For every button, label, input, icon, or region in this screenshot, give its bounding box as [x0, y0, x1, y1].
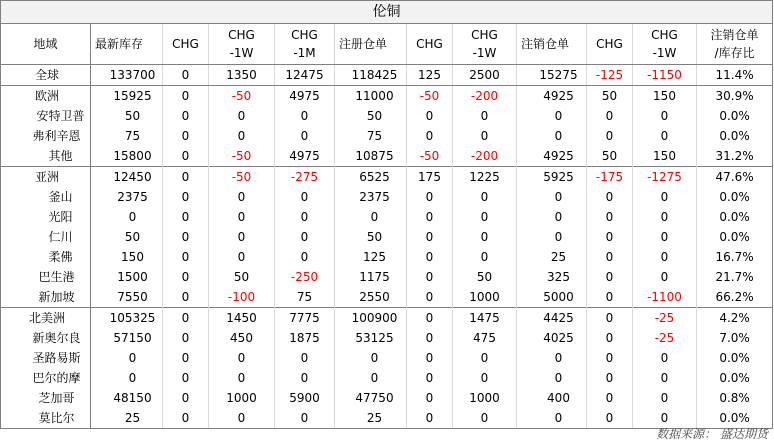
chg-1m-cell: 4975 [275, 146, 335, 167]
cancel-chg-1w-cell: -25 [633, 328, 697, 348]
chg-1m-cell: 0 [275, 207, 335, 227]
cancel-chg-cell: 0 [587, 368, 633, 388]
region-name: 北美洲 [1, 308, 91, 329]
chg-1w-cell: 0 [209, 126, 275, 146]
table-row [1, 106, 773, 126]
region-name: 新奥尔良 [1, 328, 91, 348]
table-row [1, 207, 773, 227]
reg-chg-1w-cell: 0 [453, 227, 517, 247]
cancel-chg-1w-cell: 0 [633, 368, 697, 388]
cancel-ratio-cell: 0.0% [697, 106, 773, 126]
registered-warrants-cell: 0 [335, 348, 407, 368]
registered-warrants-cell: 100900 [335, 308, 407, 329]
chg-1w-cell: 0 [209, 247, 275, 267]
chg-1m-cell: 0 [275, 348, 335, 368]
chg-1m-cell: 0 [275, 368, 335, 388]
reg-chg-cell: 0 [407, 207, 453, 227]
cancel-chg-1w-cell: 0 [633, 106, 697, 126]
header-cancel-chg-1w: CHG -1W [633, 24, 697, 65]
region-name: 柔佛 [1, 247, 91, 267]
region-name: 巴生港 [1, 267, 91, 287]
header-reg-chg-1w: CHG -1W [453, 24, 517, 65]
reg-chg-1w-cell: -200 [453, 146, 517, 167]
cancelled-warrants-cell: 0 [517, 348, 587, 368]
chg-cell: 0 [163, 227, 209, 247]
cancel-ratio-cell: 7.0% [697, 328, 773, 348]
chg-1w-cell: 0 [209, 227, 275, 247]
registered-warrants-cell: 0 [335, 368, 407, 388]
latest-stock-cell: 15925 [91, 86, 163, 107]
registered-warrants-cell: 1175 [335, 267, 407, 287]
cancel-chg-cell: -125 [587, 65, 633, 86]
reg-chg-1w-cell: 475 [453, 328, 517, 348]
cancel-ratio-cell: 0.0% [697, 187, 773, 207]
registered-warrants-cell: 10875 [335, 146, 407, 167]
reg-chg-1w-cell: 50 [453, 267, 517, 287]
cancel-chg-cell: 50 [587, 146, 633, 167]
reg-chg-1w-cell: 0 [453, 106, 517, 126]
table-row [1, 247, 773, 267]
cancel-ratio-cell: 30.9% [697, 86, 773, 107]
chg-1m-cell: 0 [275, 227, 335, 247]
cancel-ratio-cell: 0.0% [697, 126, 773, 146]
cancel-chg-1w-cell: -25 [633, 308, 697, 329]
chg-1m-cell: 0 [275, 126, 335, 146]
latest-stock-cell: 105325 [91, 308, 163, 329]
region-name: 欧洲 [1, 86, 91, 107]
reg-chg-1w-cell: -200 [453, 86, 517, 107]
cancel-ratio-cell: 0.8% [697, 388, 773, 408]
registered-warrants-cell: 2375 [335, 187, 407, 207]
latest-stock-cell: 1500 [91, 267, 163, 287]
cancel-ratio-cell: 0.0% [697, 348, 773, 368]
chg-cell: 0 [163, 146, 209, 167]
latest-stock-cell: 7550 [91, 287, 163, 308]
cancelled-warrants-cell: 0 [517, 368, 587, 388]
reg-chg-cell: 125 [407, 65, 453, 86]
table-row [1, 267, 773, 287]
cancelled-warrants-cell: 0 [517, 187, 587, 207]
reg-chg-1w-cell: 1000 [453, 388, 517, 408]
chg-1w-cell: 0 [209, 368, 275, 388]
cancelled-warrants-cell: 25 [517, 247, 587, 267]
registered-warrants-cell: 2550 [335, 287, 407, 308]
reg-chg-1w-cell: 0 [453, 348, 517, 368]
chg-1w-cell: 50 [209, 267, 275, 287]
cancel-chg-cell: -175 [587, 167, 633, 188]
header-chg: CHG [163, 24, 209, 65]
table-row [1, 126, 773, 146]
registered-warrants-cell: 25 [335, 408, 407, 429]
chg-1w-cell: 0 [209, 348, 275, 368]
chg-cell: 0 [163, 207, 209, 227]
cancel-ratio-cell: 16.7% [697, 247, 773, 267]
latest-stock-cell: 15800 [91, 146, 163, 167]
chg-1w-cell: -50 [209, 167, 275, 188]
cancelled-warrants-cell: 325 [517, 267, 587, 287]
header-cancel-ratio: 注销仓单 /库存比 [697, 24, 773, 65]
cancel-chg-cell: 0 [587, 207, 633, 227]
header-row [1, 24, 773, 65]
chg-cell: 0 [163, 247, 209, 267]
reg-chg-1w-cell: 0 [453, 408, 517, 429]
reg-chg-cell: 175 [407, 167, 453, 188]
header-registered-warrants: 注册仓单 [335, 24, 407, 65]
cancelled-warrants-cell: 4025 [517, 328, 587, 348]
cancelled-warrants-cell: 5925 [517, 167, 587, 188]
header-cancelled-warrants: 注销仓单 [517, 24, 587, 65]
table-row [1, 146, 773, 167]
latest-stock-cell: 2375 [91, 187, 163, 207]
chg-1w-cell: 0 [209, 408, 275, 429]
reg-chg-cell: 0 [407, 267, 453, 287]
reg-chg-cell: 0 [407, 287, 453, 308]
cancel-chg-cell: 0 [587, 328, 633, 348]
cancelled-warrants-cell: 0 [517, 106, 587, 126]
chg-1m-cell: -275 [275, 167, 335, 188]
cancel-chg-cell: 0 [587, 247, 633, 267]
table-title: 伦铜 [1, 1, 773, 24]
region-name: 其他 [1, 146, 91, 167]
reg-chg-1w-cell: 1475 [453, 308, 517, 329]
table-row [1, 167, 773, 188]
reg-chg-cell: 0 [407, 106, 453, 126]
cancel-chg-1w-cell: 0 [633, 207, 697, 227]
chg-cell: 0 [163, 86, 209, 107]
chg-1m-cell: 0 [275, 106, 335, 126]
latest-stock-cell: 0 [91, 207, 163, 227]
cancelled-warrants-cell: 0 [517, 207, 587, 227]
cancel-chg-cell: 0 [587, 388, 633, 408]
region-name: 安特卫普 [1, 106, 91, 126]
chg-cell: 0 [163, 65, 209, 86]
chg-1m-cell: 5900 [275, 388, 335, 408]
latest-stock-cell: 57150 [91, 328, 163, 348]
cancel-chg-1w-cell: 0 [633, 348, 697, 368]
latest-stock-cell: 75 [91, 126, 163, 146]
chg-cell: 0 [163, 106, 209, 126]
cancel-chg-1w-cell: 0 [633, 388, 697, 408]
chg-1m-cell: -250 [275, 267, 335, 287]
cancel-ratio-cell: 0.0% [697, 368, 773, 388]
region-name: 莫比尔 [1, 408, 91, 429]
cancel-chg-cell: 50 [587, 86, 633, 107]
region-name: 光阳 [1, 207, 91, 227]
table-body [1, 65, 773, 429]
chg-1w-cell: 1450 [209, 308, 275, 329]
registered-warrants-cell: 118425 [335, 65, 407, 86]
chg-1w-cell: 450 [209, 328, 275, 348]
cancelled-warrants-cell: 0 [517, 126, 587, 146]
registered-warrants-cell: 47750 [335, 388, 407, 408]
reg-chg-cell: 0 [407, 227, 453, 247]
cancel-chg-1w-cell: 150 [633, 86, 697, 107]
region-name: 亚洲 [1, 167, 91, 188]
chg-1m-cell: 0 [275, 247, 335, 267]
latest-stock-cell: 0 [91, 368, 163, 388]
region-name: 圣路易斯 [1, 348, 91, 368]
cancel-chg-cell: 0 [587, 106, 633, 126]
cancelled-warrants-cell: 4925 [517, 86, 587, 107]
cancel-chg-1w-cell: -1100 [633, 287, 697, 308]
data-source-note: 数据来源： 盛达期货 [656, 427, 768, 441]
reg-chg-1w-cell: 0 [453, 368, 517, 388]
chg-cell: 0 [163, 308, 209, 329]
cancelled-warrants-cell: 4925 [517, 146, 587, 167]
cancelled-warrants-cell: 0 [517, 408, 587, 429]
chg-1w-cell: -50 [209, 146, 275, 167]
table-row [1, 368, 773, 388]
chg-cell: 0 [163, 368, 209, 388]
reg-chg-cell: -50 [407, 86, 453, 107]
cancel-ratio-cell: 21.7% [697, 267, 773, 287]
reg-chg-1w-cell: 0 [453, 187, 517, 207]
header-chg-1m: CHG -1M [275, 24, 335, 65]
cancel-chg-cell: 0 [587, 187, 633, 207]
cancel-ratio-cell: 47.6% [697, 167, 773, 188]
chg-cell: 0 [163, 187, 209, 207]
region-name: 新加坡 [1, 287, 91, 308]
cancel-ratio-cell: 0.0% [697, 227, 773, 247]
reg-chg-1w-cell: 0 [453, 247, 517, 267]
reg-chg-cell: 0 [407, 247, 453, 267]
chg-1w-cell: 0 [209, 106, 275, 126]
chg-cell: 0 [163, 408, 209, 429]
cancel-chg-cell: 0 [587, 227, 633, 247]
table-row [1, 86, 773, 107]
cancel-ratio-cell: 0.0% [697, 408, 773, 429]
chg-cell: 0 [163, 348, 209, 368]
chg-1m-cell: 7775 [275, 308, 335, 329]
reg-chg-1w-cell: 0 [453, 207, 517, 227]
registered-warrants-cell: 6525 [335, 167, 407, 188]
chg-1w-cell: 1350 [209, 65, 275, 86]
cancel-chg-1w-cell: 0 [633, 408, 697, 429]
cancel-chg-cell: 0 [587, 408, 633, 429]
reg-chg-1w-cell: 1000 [453, 287, 517, 308]
cancel-chg-cell: 0 [587, 267, 633, 287]
registered-warrants-cell: 75 [335, 126, 407, 146]
latest-stock-cell: 48150 [91, 388, 163, 408]
latest-stock-cell: 25 [91, 408, 163, 429]
table-row [1, 348, 773, 368]
cancelled-warrants-cell: 4425 [517, 308, 587, 329]
latest-stock-cell: 50 [91, 227, 163, 247]
reg-chg-cell: 0 [407, 408, 453, 429]
chg-1w-cell: 0 [209, 187, 275, 207]
cancel-ratio-cell: 0.0% [697, 207, 773, 227]
cancel-chg-1w-cell: 0 [633, 227, 697, 247]
table-row [1, 328, 773, 348]
reg-chg-cell: -50 [407, 146, 453, 167]
table-row [1, 65, 773, 86]
chg-cell: 0 [163, 167, 209, 188]
cancel-ratio-cell: 4.2% [697, 308, 773, 329]
region-name: 巴尔的摩 [1, 368, 91, 388]
cancelled-warrants-cell: 15275 [517, 65, 587, 86]
latest-stock-cell: 12450 [91, 167, 163, 188]
region-name: 釜山 [1, 187, 91, 207]
chg-cell: 0 [163, 126, 209, 146]
cancelled-warrants-cell: 400 [517, 388, 587, 408]
cancel-chg-1w-cell: -1150 [633, 65, 697, 86]
cancel-chg-1w-cell: 0 [633, 267, 697, 287]
reg-chg-cell: 0 [407, 308, 453, 329]
region-name: 仁川 [1, 227, 91, 247]
registered-warrants-cell: 53125 [335, 328, 407, 348]
cancel-ratio-cell: 11.4% [697, 65, 773, 86]
reg-chg-1w-cell: 1225 [453, 167, 517, 188]
reg-chg-1w-cell: 2500 [453, 65, 517, 86]
reg-chg-cell: 0 [407, 388, 453, 408]
cancel-chg-1w-cell: -1275 [633, 167, 697, 188]
chg-1w-cell: -50 [209, 86, 275, 107]
cancel-chg-1w-cell: 0 [633, 187, 697, 207]
cancel-ratio-cell: 66.2% [697, 287, 773, 308]
latest-stock-cell: 0 [91, 348, 163, 368]
chg-1w-cell: 0 [209, 207, 275, 227]
latest-stock-cell: 50 [91, 106, 163, 126]
table-row [1, 287, 773, 308]
reg-chg-cell: 0 [407, 187, 453, 207]
registered-warrants-cell: 50 [335, 106, 407, 126]
header-cancel-chg: CHG [587, 24, 633, 65]
chg-1m-cell: 0 [275, 408, 335, 429]
latest-stock-cell: 150 [91, 247, 163, 267]
table-row [1, 227, 773, 247]
cancel-chg-cell: 0 [587, 287, 633, 308]
registered-warrants-cell: 50 [335, 227, 407, 247]
header-reg-chg: CHG [407, 24, 453, 65]
cancel-ratio-cell: 31.2% [697, 146, 773, 167]
header-chg-1w: CHG -1W [209, 24, 275, 65]
reg-chg-cell: 0 [407, 126, 453, 146]
cancel-chg-1w-cell: 150 [633, 146, 697, 167]
cancel-chg-1w-cell: 0 [633, 126, 697, 146]
reg-chg-cell: 0 [407, 348, 453, 368]
latest-stock-cell: 133700 [91, 65, 163, 86]
region-name: 弗利辛恩 [1, 126, 91, 146]
chg-cell: 0 [163, 388, 209, 408]
cancel-chg-1w-cell: 0 [633, 247, 697, 267]
reg-chg-1w-cell: 0 [453, 126, 517, 146]
table-row [1, 187, 773, 207]
chg-1m-cell: 12475 [275, 65, 335, 86]
table-row [1, 308, 773, 329]
cancel-chg-cell: 0 [587, 126, 633, 146]
cancel-chg-cell: 0 [587, 308, 633, 329]
cancel-chg-cell: 0 [587, 348, 633, 368]
chg-cell: 0 [163, 328, 209, 348]
header-region: 地域 [1, 24, 91, 65]
chg-cell: 0 [163, 267, 209, 287]
chg-1m-cell: 0 [275, 187, 335, 207]
registered-warrants-cell: 125 [335, 247, 407, 267]
cancelled-warrants-cell: 0 [517, 227, 587, 247]
chg-1w-cell: 1000 [209, 388, 275, 408]
reg-chg-cell: 0 [407, 328, 453, 348]
registered-warrants-cell: 0 [335, 207, 407, 227]
chg-1m-cell: 1875 [275, 328, 335, 348]
cancelled-warrants-cell: 5000 [517, 287, 587, 308]
chg-1m-cell: 75 [275, 287, 335, 308]
header-latest-stock: 最新库存 [91, 24, 163, 65]
chg-cell: 0 [163, 287, 209, 308]
reg-chg-cell: 0 [407, 368, 453, 388]
registered-warrants-cell: 11000 [335, 86, 407, 107]
region-name: 芝加哥 [1, 388, 91, 408]
table-row [1, 388, 773, 408]
region-name: 全球 [1, 65, 91, 86]
chg-1w-cell: -100 [209, 287, 275, 308]
chg-1m-cell: 4975 [275, 86, 335, 107]
